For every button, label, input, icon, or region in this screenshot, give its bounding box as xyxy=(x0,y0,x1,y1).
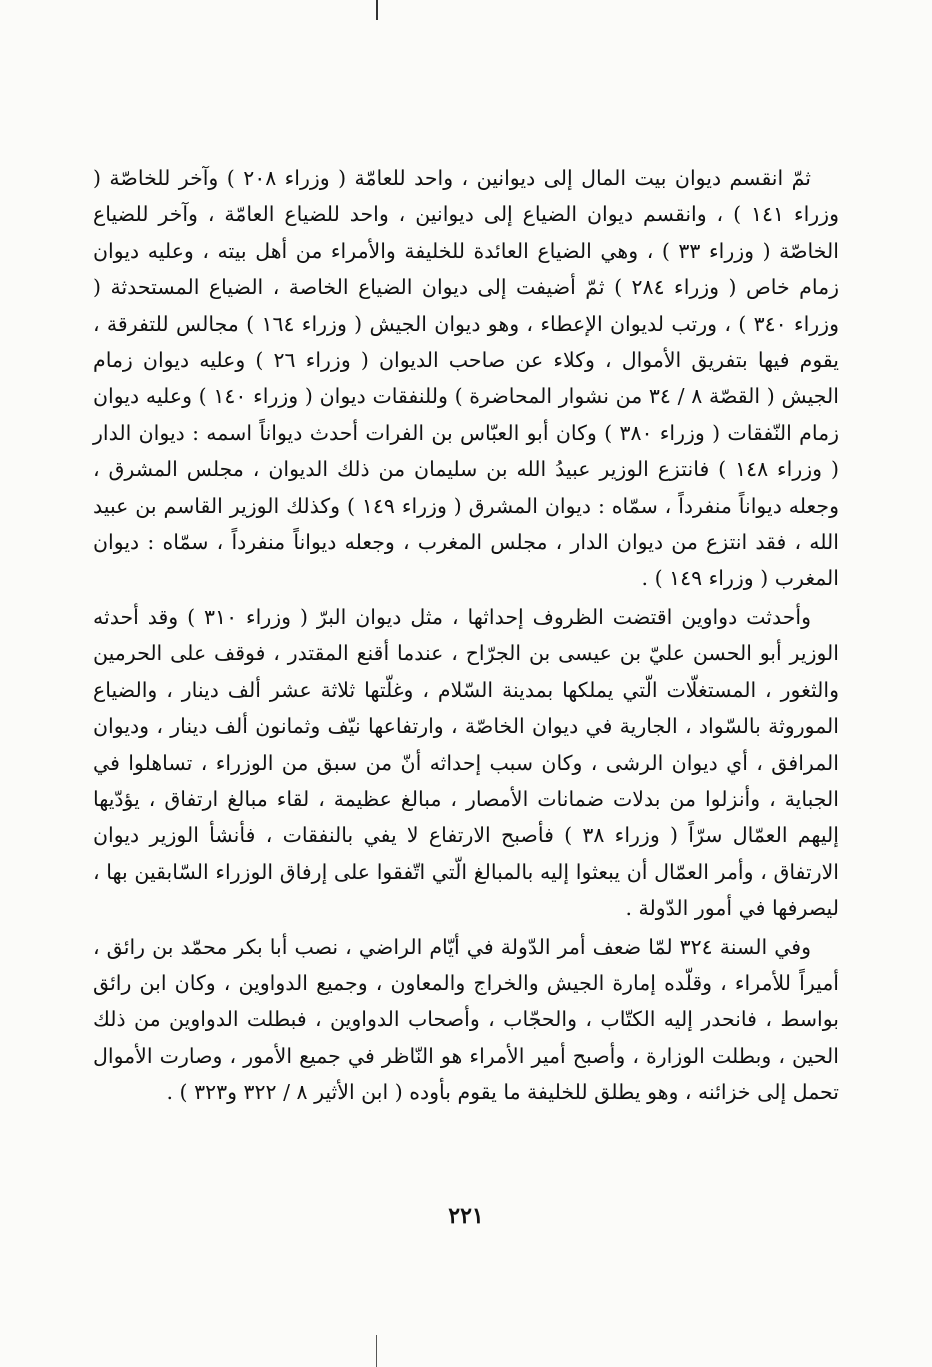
binding-line-bottom xyxy=(376,1335,377,1367)
paragraph-new-diwans: وأحدثت دواوين اقتضت الظروف إحداثها ، مثل ديوان البرّ ( وزراء ٣١٠ ) وقد أحدثه الوزير أبو الحسن عليّ بن عيسى بن الجرّاح ، عندما أقنع المقتدر ، فوقف على الحرمين والثغور ، المستغلّات الّتي يملكها بمدينة السّلام ، وغلّتها ثلاثة عشر ألف دينار ، والضياع الموروثة بالسّواد ، الجارية في ديوان الخاصّة ، وارتفاعها نيّف وثمانون ألف دينار ، وديوان المرافق ، أي ديوان الرشى ، وكان سبب إحداثه أنّ من سبق من الوزراء ، تساهلوا في الجباية ، وأنزلوا من بدلات ضمانات الأمصار ، مبالغ عظيمة ، لقاء مبالغ ارتفاق ، يؤدّيها إليهم العمّال سرّاً ( وزراء ٣٨ ) فأصبح الارتفاع لا يفي بالنفقات ، فأنشأ الوزير ديوان الارتفاق ، وأمر العمّال أن يبعثوا إليه بالمبالغ الّتي اتّفقوا على إرفاق الوزراء السّابقين بها ، ليصرفها في أمور الدّولة . xyxy=(93,604,839,921)
paragraph-diwans-division: ثمّ انقسم ديوان بيت المال إلى ديوانين ، واحد للعامّة ( وزراء ٢٠٨ ) وآخر للخاصّة ( وزراء ١٤١ ) ، وانقسم ديوان الضياع إلى ديوانين ، واحد للضياع العامّة ، وآخر للضياع الخاصّة ( وزراء ٣٣ ) ، وهي الضياع العائدة للخليفة والأمراء من أهل بيته ، وعليه ديوان زمام خاص ( وزراء ٢٨٤ ) ثمّ أضيفت إلى ديوان الضياع الخاصة ، الضياع المستحدثة ( وزراء ٣٤٠ ) ، ورتب لديوان الإعطاء ، وهو ديوان الجيش ( وزراء ١٦٤ ) مجالس للتفرقة ، يقوم فيها بتفريق الأموال ، وكلاء عن صاحب الديوان ( وزراء ٢٦ ) وعليه ديوان زمام الجيش ( القصّة ٨ / ٣٤ من نشوار المحاضرة ) وللنفقات ديوان ( وزراء ١٤٠ ) وعليه ديوان زمام النّفقات ( وزراء ٣٨٠ ) وكان أبو العبّاس بن الفرات أحدث ديواناً اسمه : ديوان الدار ( وزراء ١٤٨ ) فانتزع الوزير عبيدُ الله بن سليمان من ذلك الديوان ، مجلس المشرق ، وجعله ديواناً منفرداً ، سمّاه : ديوان المشرق ( وزراء ١٤٩ ) وكذلك الوزير القاسم بن عبيد الله ، فقد انتزع من ديوان الدار ، مجلس المغرب ، وجعله ديواناً منفرداً ، سمّاه : ديوان المغرب ( وزراء ١٤٩ ) . xyxy=(93,166,839,591)
paragraph-year-324: وفي السنة ٣٢٤ لمّا ضعف أمر الدّولة في أيّام الراضي ، نصب أبا بكر محمّد بن رائق ، أميراً للأمراء ، وقلّده إمارة الجيش والخراج والمعاون ، وجميع الدواوين ، وكان ابن رائق بواسط ، فانحدر إليه الكتّاب ، والحجّاب ، وأصحاب الدواوين ، فبطلت الدواوين من ذلك الحين ، وبطلت الوزارة ، وأصبح أمير الأمراء هو النّاظر في جميع الأمور ، وصارت الأموال تحمل إلى خزائنه ، وهو يطلق للخليفة ما يقوم بأوده ( ابن الأثير ٨ / ٣٢٢ و٣٢٣ ) . xyxy=(93,934,839,1105)
binding-line-top xyxy=(376,0,378,20)
page-number: ٢٢١ xyxy=(448,1203,484,1229)
body-text xyxy=(93,160,839,1111)
